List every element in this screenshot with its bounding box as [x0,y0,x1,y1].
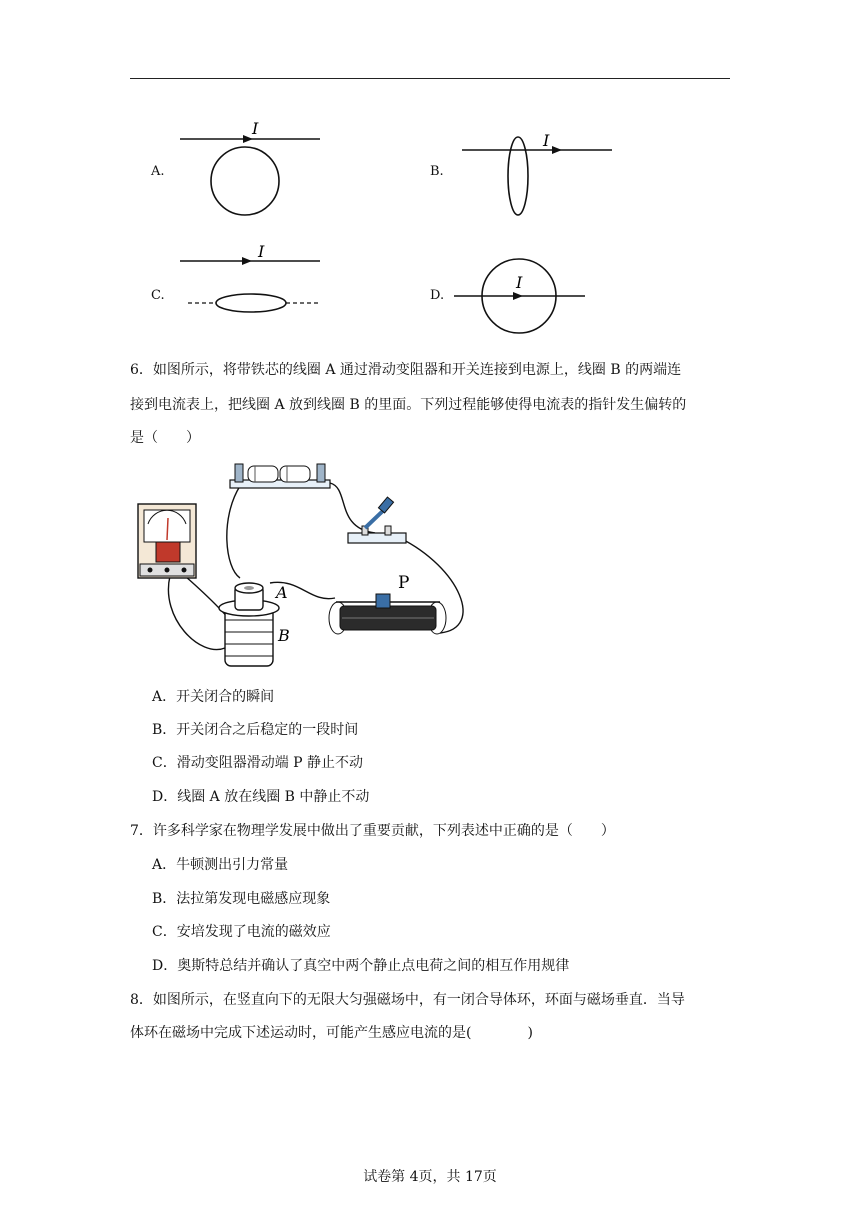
option-b-figure [460,128,615,220]
header-rule [130,78,730,79]
q7-stem: 7．许多科学家在物理学发展中做出了重要贡献，下列表述中正确的是（ ） [130,823,615,839]
q8-stem-line-2: 体环在磁场中完成下述运动时，可能产生感应电流的是( ) [130,1025,533,1041]
option-d-figure [452,258,587,336]
rheostat-icon [329,594,446,634]
slider-p-label: P [398,573,410,593]
option-c-figure [178,240,326,318]
option-a-label: A. [151,164,165,179]
switch-icon [348,497,406,543]
q6-stem-line-1: 6．如图所示，将带铁芯的线圈 A 通过滑动变阻器和开关连接到电源上，线圈 B 的两端连 [130,362,682,378]
q7-option-c: C．安培发现了电流的磁效应 [152,924,331,940]
option-d-label: D. [430,288,445,303]
galvanometer-icon [138,504,196,578]
q6-apparatus-figure [130,458,480,673]
q7-option-d: D．奥斯特总结并确认了真空中两个静止点电荷之间的相互作用规律 [152,958,570,974]
option-c-label: C. [151,288,165,303]
q6-option-d: D．线圈 A 放在线圈 B 中静止不动 [152,789,370,805]
q6-stem-line-3: 是（ ） [130,430,200,446]
q6-stem-line-2: 接到电流表上，把线圈 A 放到线圈 B 的里面。下列过程能够使得电流表的指针发生偏转的 [130,397,687,413]
q8-stem-line-1: 8．如图所示，在竖直向下的无限大匀强磁场中，有一闭合导体环，环面与磁场垂直．当导 [130,992,685,1008]
option-b-label: B. [430,164,444,179]
coil-a-label: A [276,583,288,602]
q7-option-b: B．法拉第发现电磁感应现象 [152,891,331,907]
power-supply-icon [230,464,330,488]
q6-option-a: A．开关闭合的瞬间 [152,689,275,705]
option-d-current-label: I [516,273,523,292]
coil-b-label: B [278,626,290,645]
option-c-current-label: I [258,242,265,261]
q7-option-a: A．牛顿测出引力常量 [152,857,289,873]
q6-option-b: B．开关闭合之后稳定的一段时间 [152,722,359,738]
option-b-current-label: I [543,131,550,150]
option-a-figure [175,118,325,223]
page-footer: 试卷第 4页，共 17页 [363,1169,497,1185]
option-a-current-label: I [252,119,259,138]
coil-icon [219,583,279,666]
q6-option-c: C．滑动变阻器滑动端 P 静止不动 [152,755,364,771]
